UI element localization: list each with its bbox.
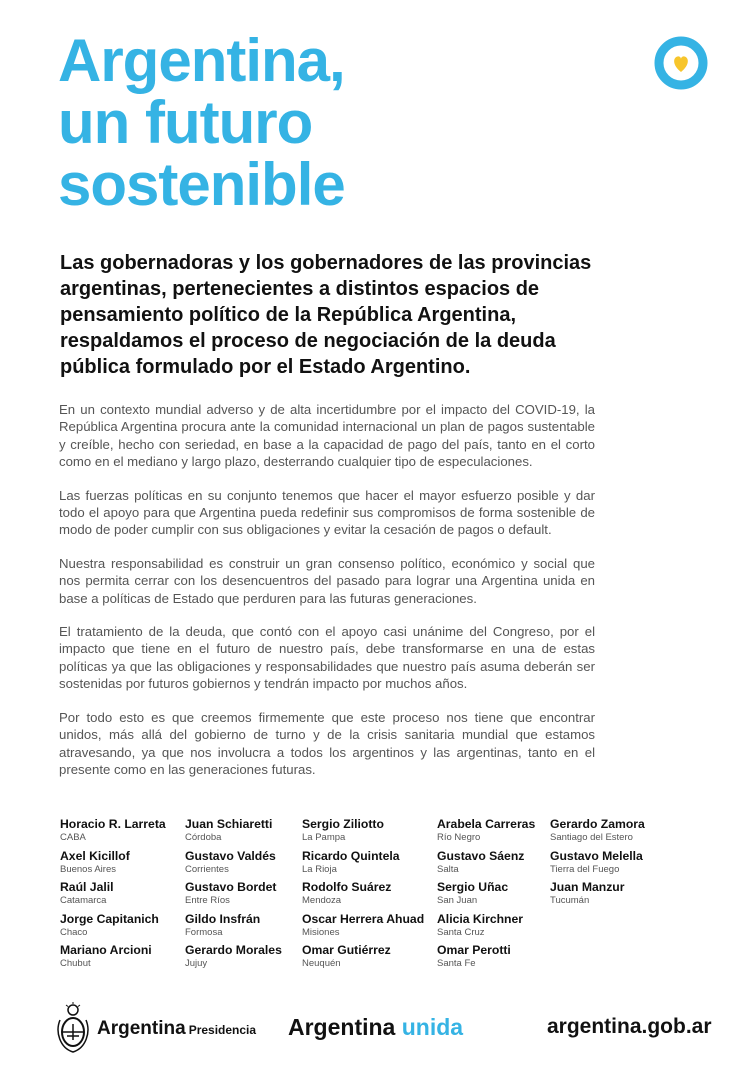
signer-name: Sergio Ziliotto [302,817,384,831]
coat-of-arms-icon [56,1002,90,1054]
signer-province: Santa Cruz [437,926,485,938]
signer [302,943,424,975]
signer-province: Río Negro [437,832,481,843]
title-line-2: un futuro [58,89,313,156]
body-text [59,401,595,794]
signer [185,912,282,944]
signer-name: Axel Kicillof [60,848,130,863]
website-link[interactable]: argentina.gob.ar [547,1015,712,1038]
signer-column [437,817,535,975]
signer-province: Tucumán [550,895,590,906]
signer [437,849,535,881]
signer-name: Sergio Uñac [437,880,509,894]
signer-name: Gustavo Bordet [185,880,277,894]
signer-name: Oscar Herrera Ahuad [302,911,425,926]
presidencia-logo [97,1018,256,1040]
lead-statement: Las gobernadoras y los gobernadores de las provincias argentinas, pertenecientes a distintos espacios de pensamiento político de la República Argentina, respaldamos el proceso de negociación de la deuda pública formulado por el Estado Argentino. [60,252,592,378]
signer [60,880,166,912]
signer [185,849,282,881]
signer-province: Tierra del Fuego [550,863,620,875]
title-line-3: sostenible [58,151,345,218]
signer [302,849,424,881]
signer-name: Gildo Insfrán [185,911,261,926]
signer-province: Chubut [60,958,91,969]
signer-name: Gustavo Valdés [185,848,276,863]
signer-name: Gerardo Zamora [550,817,645,831]
signer-name: Mariano Arcioni [60,943,152,957]
paragraph: El tratamiento de la deuda, que contó con el apoyo casi unánime del Congreso, por el impacto que tiene en el futuro de nuestro país, debe transformarse en una de estas políticas ya que las obligaciones y responsabilidades que nuestro país asuma deberán ser sostenidas por futuros gobiernos y tendrán impacto por muchos años. [59,624,595,692]
brand-name: Argentina [97,1018,186,1039]
signer-name: Juan Schiaretti [185,817,273,831]
signer-province: La Pampa [302,832,346,843]
signer-column [302,817,424,975]
paragraph: Por todo esto es que creemos firmemente que este proceso nos tiene que encontrar unidos, más allá del gobierno de turno y de la crisis sanitaria mundial que estamos atravesando, ya que nos involucra a todos los argentinos y las argentinas, tanto en el presente como en las generaciones futuras. [59,709,595,777]
heart-icon [652,34,710,92]
signer-name: Jorge Capitanich [60,911,159,926]
signer-name: Gustavo Sáenz [437,848,525,863]
signer-province: San Juan [437,895,478,906]
signer [302,817,424,849]
signer-province: Formosa [185,926,223,938]
signer-province: Catamarca [60,895,107,906]
signer-province: Entre Ríos [185,895,230,906]
signer-province: Corrientes [185,863,229,875]
title-line-1: Argentina, [58,27,345,94]
signer-column [185,817,282,975]
page-title [58,27,578,218]
signer [302,912,424,944]
signer-province: CABA [60,832,86,843]
signer-province: Santiago del Estero [550,832,633,843]
signer-province: Jujuy [185,958,208,969]
signer-province: Neuquén [302,958,341,969]
signer [550,817,645,849]
brand-suffix: Presidencia [188,1023,257,1037]
signer-name: Juan Manzur [550,880,625,894]
paragraph: Las fuerzas políticas en su conjunto tenemos que hacer el mayor esfuerzo posible y dar todo el apoyo para que Argentina pueda redefinir sus compromisos de forma sostenible de modo de poder cumplir con sus obligaciones y evitar la cesación de pagos o default. [59,487,595,538]
signer [550,880,645,912]
signer [185,943,282,975]
signer-name: Ricardo Quintela [302,848,400,863]
signer [437,943,535,975]
signer [437,912,535,944]
campaign-logo [288,1014,463,1041]
signer-province: Salta [437,863,459,875]
paragraph: Nuestra responsabilidad es construir un gran consenso político, económico y social que nos permita cerrar con los desencuentros del pasado para lograr una Argentina unida en base a políticas de Estado que perduren para las futuras generaciones. [59,555,595,606]
signer-province: Buenos Aires [60,863,116,875]
signer-province: Mendoza [302,895,342,906]
signer-province: Misiones [302,926,340,938]
signer-province: Córdoba [185,832,222,843]
signer-name: Horacio R. Larreta [60,817,166,831]
footer [0,1000,737,1060]
signer-name: Arabela Carreras [437,817,536,831]
signer [550,849,645,881]
campaign-main: Argentina [288,1014,396,1040]
signer [60,943,166,975]
signer-name: Raúl Jalil [60,880,114,894]
signer-column [550,817,645,912]
signer [185,817,282,849]
signer-province: Santa Fe [437,958,476,969]
signer [437,817,535,849]
signer-name: Alicia Kirchner [437,911,524,926]
signer [60,849,166,881]
signer [60,817,166,849]
signers-grid [60,817,720,977]
campaign-accent: unida [401,1014,464,1040]
signer-name: Gerardo Morales [185,943,282,957]
signer-name: Omar Perotti [437,943,511,957]
paragraph: En un contexto mundial adverso y de alta incertidumbre por el impacto del COVID-19, la República Argentina procura ante la comunidad internacional un plan de pagos sustentable y creíble, hecho con seriedad, en base a la capacidad de pago del país, tanto en el corto como en el mediano y largo plazo, desterrando cualquier tipo de especulaciones. [59,402,595,470]
signer [437,880,535,912]
signer-province: La Rioja [302,863,337,875]
signer [185,880,282,912]
signer-province: Chaco [60,926,88,938]
signer [302,880,424,912]
signer-name: Gustavo Melella [550,848,643,863]
signer-column [60,817,166,975]
signer-name: Rodolfo Suárez [302,880,392,894]
signer [60,912,166,944]
signer-name: Omar Gutiérrez [302,943,391,957]
